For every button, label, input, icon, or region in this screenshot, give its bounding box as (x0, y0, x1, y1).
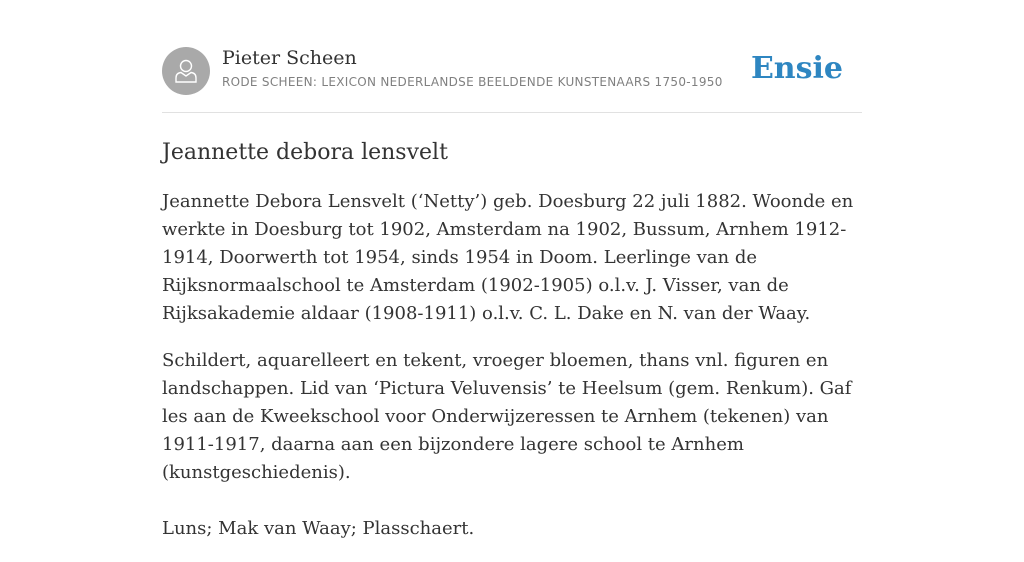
author-header (162, 0, 862, 113)
user-avatar-icon[interactable] (162, 47, 210, 95)
article-paragraph: Schildert, aquarelleert en tekent, vroeger bloemen, thans vnl. figuren en landschappen. Lid van ‘Pictura Veluvensis’ te Heelsum (gem. Renkum). Gaf les aan de Kweekschool voor Onderwijzeressen te Arnhem (tekenen) van 1911-1917, daarna aan een bijzondere lagere school te Arnhem (kunstgeschiedenis). (162, 350, 852, 483)
article-body (162, 188, 862, 562)
source-label: RODE SCHEEN: LEXICON NEDERLANDSE BEELDENDE KUNSTENAARS 1750-1950 (222, 75, 723, 89)
references-paragraph: Luns; Mak van Waay; Plasschaert. (162, 518, 475, 539)
ensie-logo[interactable]: Ensie (750, 51, 843, 86)
author-name-link[interactable]: Pieter Scheen (222, 47, 357, 69)
article-paragraph: Jeannette Debora Lensvelt (‘Netty’) geb. Doesburg 22 juli 1882. Woonde en werkte in Doesburg tot 1902, Amsterdam na 1902, Bussum, Arnhem 1912-1914, Doorwerth tot 1954, sinds 1954 in Doom. Leerlinge van de Rijksnormaalschool te Amsterdam (1902-1905) o.l.v. J. Visser, van de Rijksakademie aldaar (1908-1911) o.l.v. C. L. Dake en N. van der Waay. (162, 191, 854, 324)
article-title: Jeannette debora lensvelt (162, 140, 448, 165)
content-container (162, 0, 862, 539)
